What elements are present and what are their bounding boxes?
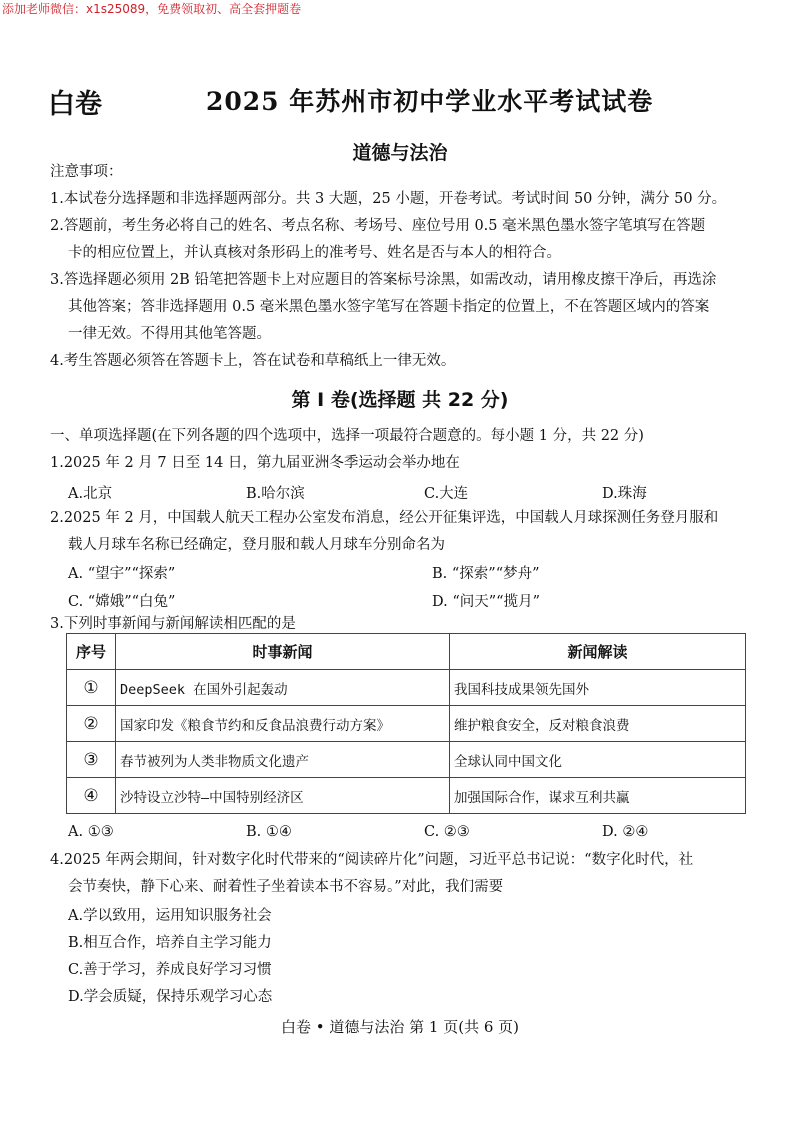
notes-heading: 注意事项： — [50, 164, 123, 180]
q3-option-a: A. ①③ — [68, 824, 114, 840]
exam-header — [48, 82, 768, 122]
section-instruction: 一、单项选择题(在下列各题的四个选项中，选择一项最符合题意的。每小题 1 分，共 22 分) — [50, 428, 644, 444]
row-news: 沙特设立沙特—中国特别经济区 — [116, 778, 450, 814]
q2-option-c: C. “嫦娥”“白兔” — [68, 594, 176, 610]
table-row — [67, 778, 746, 814]
q1-option-c: C.大连 — [424, 486, 469, 502]
row-reading: 维护粮食安全，反对粮食浪费 — [450, 706, 746, 742]
row-reading: 全球认同中国文化 — [450, 742, 746, 778]
row-news: DeepSeek 在国外引起轰动 — [116, 670, 450, 706]
table-header-row — [67, 634, 746, 670]
row-index: ② — [67, 706, 116, 742]
row-news: 春节被列为人类非物质文化遗产 — [116, 742, 450, 778]
q3-option-c: C. ②③ — [424, 824, 470, 840]
question-1-stem: 1.2025 年 2 月 7 日至 14 日，第九届亚洲冬季运动会举办地在 — [50, 455, 460, 471]
question-3-stem: 3.下列时事新闻与新闻解读相匹配的是 — [50, 616, 296, 632]
table-row — [67, 670, 746, 706]
q2-option-d: D. “问天”“揽月” — [432, 594, 540, 610]
row-index: ④ — [67, 778, 116, 814]
note-line: 2.答题前，考生务必将自己的姓名、考点名称、考场号、座位号用 0.5 毫米黑色墨水签字笔填写在答题 — [50, 218, 706, 234]
page-footer: 白卷 • 道德与法治 第 1 页(共 6 页) — [280, 1018, 520, 1036]
note-line: 1.本试卷分选择题和非选择题两部分。共 3 大题，25 小题，开卷考试。考试时间 50 分钟，满分 50 分。 — [50, 191, 727, 207]
note-line: 4.考生答题必须答在答题卡上，答在试卷和草稿纸上一律无效。 — [50, 353, 456, 369]
note-line: 3.答选择题必须用 2B 铅笔把答题卡上对应题目的答案标号涂黑，如需改动，请用橡皮擦干净后，再选涂 — [50, 272, 717, 288]
exam-title: 2025 年苏州市初中学业水平考试试卷 — [206, 87, 654, 116]
q4-option-d: D.学会质疑，保持乐观学习心态 — [68, 989, 273, 1005]
q4-option-c: C.善于学习，养成良好学习习惯 — [68, 962, 272, 978]
q1-option-b: B.哈尔滨 — [246, 486, 305, 502]
row-reading: 加强国际合作，谋求互利共赢 — [450, 778, 746, 814]
question-4-stem-cont: 会节奏快，静下心来、耐着性子坐着读本书不容易。”对此，我们需要 — [68, 879, 504, 895]
q4-option-a: A.学以致用，运用知识服务社会 — [68, 908, 272, 924]
news-table — [66, 633, 746, 814]
header-reading: 新闻解读 — [450, 634, 746, 670]
question-2-stem-cont: 载人月球车名称已经确定，登月服和载人月球车分别命名为 — [68, 537, 445, 553]
question-4-stem: 4.2025 年两会期间，针对数字化时代带来的“阅读碎片化”问题，习近平总书记说：“数字化时代，社 — [50, 852, 694, 868]
note-line: 卡的相应位置上，并认真核对条形码上的准考号、姓名是否与本人的相符合。 — [68, 245, 561, 261]
header-index: 序号 — [67, 634, 116, 670]
subject-title: 道德与法治 — [352, 142, 448, 164]
q3-option-b: B. ①④ — [246, 824, 292, 840]
q4-option-b: B.相互合作，培养自主学习能力 — [68, 935, 272, 951]
row-index: ① — [67, 670, 116, 706]
q2-option-a: A. “望宇”“探索” — [68, 566, 176, 582]
note-line: 一律无效。不得用其他笔答题。 — [68, 326, 271, 342]
row-reading: 我国科技成果领先国外 — [450, 670, 746, 706]
header-news: 时事新闻 — [116, 634, 450, 670]
q1-option-d: D.珠海 — [602, 486, 647, 502]
q1-option-a: A.北京 — [68, 486, 113, 502]
q3-option-d: D. ②④ — [602, 824, 649, 840]
brand-label: 白卷 — [48, 89, 102, 120]
q2-option-b: B. “探索”“梦舟” — [432, 566, 540, 582]
row-news: 国家印发《粮食节约和反食品浪费行动方案》 — [116, 706, 450, 742]
table-row — [67, 706, 746, 742]
row-index: ③ — [67, 742, 116, 778]
watermark-text: 添加老师微信：x1s25089，免费领取初、高全套押题卷 — [2, 2, 302, 16]
section-title: 第 Ⅰ 卷(选择题 共 22 分) — [291, 389, 509, 411]
table-row — [67, 742, 746, 778]
note-line: 其他答案；答非选择题用 0.5 毫米黑色墨水签字笔写在答题卡指定的位置上，不在答题区域内的答案 — [68, 299, 710, 315]
question-2-stem: 2.2025 年 2 月，中国载人航天工程办公室发布消息，经公开征集评选，中国载人月球探测任务登月服和 — [50, 510, 719, 526]
